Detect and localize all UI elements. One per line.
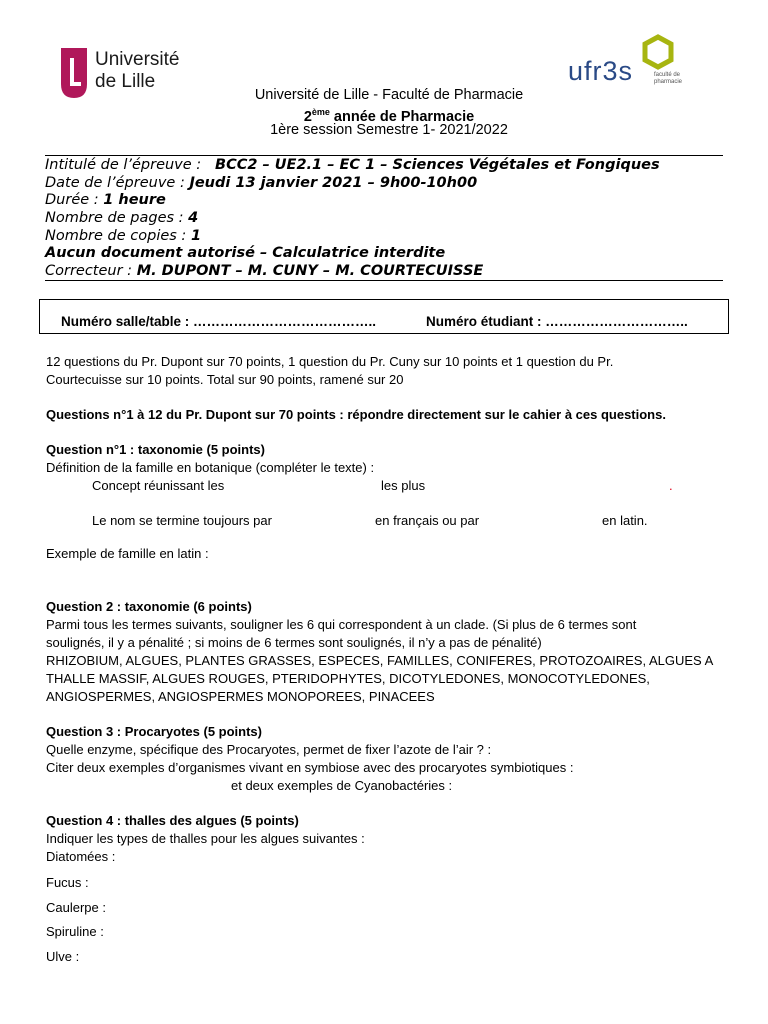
question-3-title: Question 3 : Procaryotes (5 points) <box>46 724 262 739</box>
meta-pages <box>45 209 198 227</box>
duree-value: 1 heure <box>103 192 166 208</box>
meta-intitule <box>45 156 660 174</box>
question-1-blank-a: Concept réunissant les <box>92 478 225 493</box>
question-4-prompt: Indiquer les types de thalles pour les algues suivantes : <box>46 831 365 846</box>
header-session-line: 1ère session Semestre 1- 2021/2022 <box>270 122 508 138</box>
student-id-box <box>39 299 729 334</box>
intitule-label: Intitulé de l’épreuve : <box>45 157 202 173</box>
question-1-red-dot: . <box>669 478 673 493</box>
date-value: Jeudi 13 janvier 2021 – 9h00-10h00 <box>189 175 478 191</box>
question-1-title: Question n°1 : taxonomie (5 points) <box>46 442 265 457</box>
question-4-item-fucus: Fucus : <box>46 875 89 890</box>
correcteur-value: M. DUPONT – M. CUNY – M. COURTECUISSE <box>136 263 484 279</box>
question-4-title: Question 4 : thalles des algues (5 points) <box>46 813 299 828</box>
meta-duree <box>45 191 166 209</box>
question-2-terms-3: ANGIOSPERMES, ANGIOSPERMES MONOPOREES, PINACEES <box>46 689 435 704</box>
meta-bottom-rule <box>45 280 723 281</box>
copies-label: Nombre de copies : <box>45 228 187 244</box>
question-2-terms-1: RHIZOBIUM, ALGUES, PLANTES GRASSES, ESPECES, FAMILLES, CONIFERES, PROTOZOAIRES, ALGUES A <box>46 653 714 668</box>
question-1-suffix-a: Le nom se termine toujours par <box>92 513 272 528</box>
universite-logo-line2: de Lille <box>95 71 156 92</box>
copies-value: 1 <box>190 228 202 244</box>
intro-line-2: Courtecuisse sur 10 points. Total sur 90 points, ramené sur 20 <box>46 372 404 387</box>
question-4-item-spiruline: Spiruline : <box>46 924 104 939</box>
question-1-suffix-c: en latin. <box>602 513 648 528</box>
header-year-rest: année de Pharmacie <box>329 108 475 125</box>
intitule-value: BCC2 – UE2.1 – EC 1 – Sciences Végétales et Fongiques <box>215 157 660 173</box>
question-3-line-1: Quelle enzyme, spécifique des Procaryotes, permet de fixer l’azote de l’air ? : <box>46 742 492 757</box>
question-1-example: Exemple de famille en latin : <box>46 546 209 561</box>
header-faculty-line: Université de Lille - Faculté de Pharmacie <box>254 87 524 103</box>
question-4-item-caulerpe: Caulerpe : <box>46 900 106 915</box>
question-1-prompt: Définition de la famille en botanique (compléter le texte) : <box>46 460 375 475</box>
meta-correcteur <box>45 262 483 280</box>
ufr3s-logo-hexagon <box>640 34 676 70</box>
question-2-line-2: soulignés, il y a pénalité ; si moins de 6 termes sont soulignés, il n’y a pas de pénalité) <box>46 635 542 650</box>
salle-table-field[interactable]: Numéro salle/table : ………………………………….. <box>61 314 377 329</box>
duree-label: Durée : <box>45 192 99 208</box>
question-2-terms-2: THALLE MASSIF, ALGUES ROUGES, PTERIDOPHYTES, DICOTYLEDONES, MONOCOTYLEDONES, <box>46 671 650 686</box>
ufr3s-logo-text: ufr3s <box>568 56 634 86</box>
question-1-blank-b: les plus <box>381 478 426 493</box>
question-2-title: Question 2 : taxonomie (6 points) <box>46 599 252 614</box>
header-year-number: 2 <box>303 108 312 125</box>
header-year-sup: ème <box>311 107 330 117</box>
doc-notice: Aucun document autorisé – Calculatrice interdite <box>45 245 446 261</box>
numero-etudiant-field[interactable]: Numéro étudiant : ………………………….. <box>426 314 688 329</box>
pages-value: 4 <box>188 210 199 226</box>
ufr3s-logo-subtitle: faculté de pharmacie <box>654 72 683 85</box>
intro-line-1: 12 questions du Pr. Dupont sur 70 points, 1 question du Pr. Cuny sur 10 points et 1 question du Pr. <box>46 354 614 369</box>
meta-doc-notice <box>45 244 445 262</box>
universite-logo-line1: Université <box>95 49 180 70</box>
date-label: Date de l’épreuve : <box>45 175 185 191</box>
question-2-line-1: Parmi tous les termes suivants, souligner les 6 qui correspondent à un clade. (Si plus de 6 termes sont <box>46 617 637 632</box>
question-3-line-3: et deux exemples de Cyanobactéries : <box>231 778 453 793</box>
question-3-line-2: Citer deux exemples d’organismes vivant en symbiose avec des procaryotes symbiotiques : <box>46 760 574 775</box>
question-4-item-ulve: Ulve : <box>46 949 80 964</box>
pages-label: Nombre de pages : <box>45 210 184 226</box>
instruction-line: Questions n°1 à 12 du Pr. Dupont sur 70 points : répondre directement sur le cahier à ces questions. <box>46 407 666 422</box>
question-1-suffix-b: en français ou par <box>375 513 480 528</box>
correcteur-label: Correcteur : <box>45 263 133 279</box>
meta-copies <box>45 227 201 245</box>
meta-date <box>45 174 477 192</box>
question-4-item-diatomees: Diatomées : <box>46 849 116 864</box>
